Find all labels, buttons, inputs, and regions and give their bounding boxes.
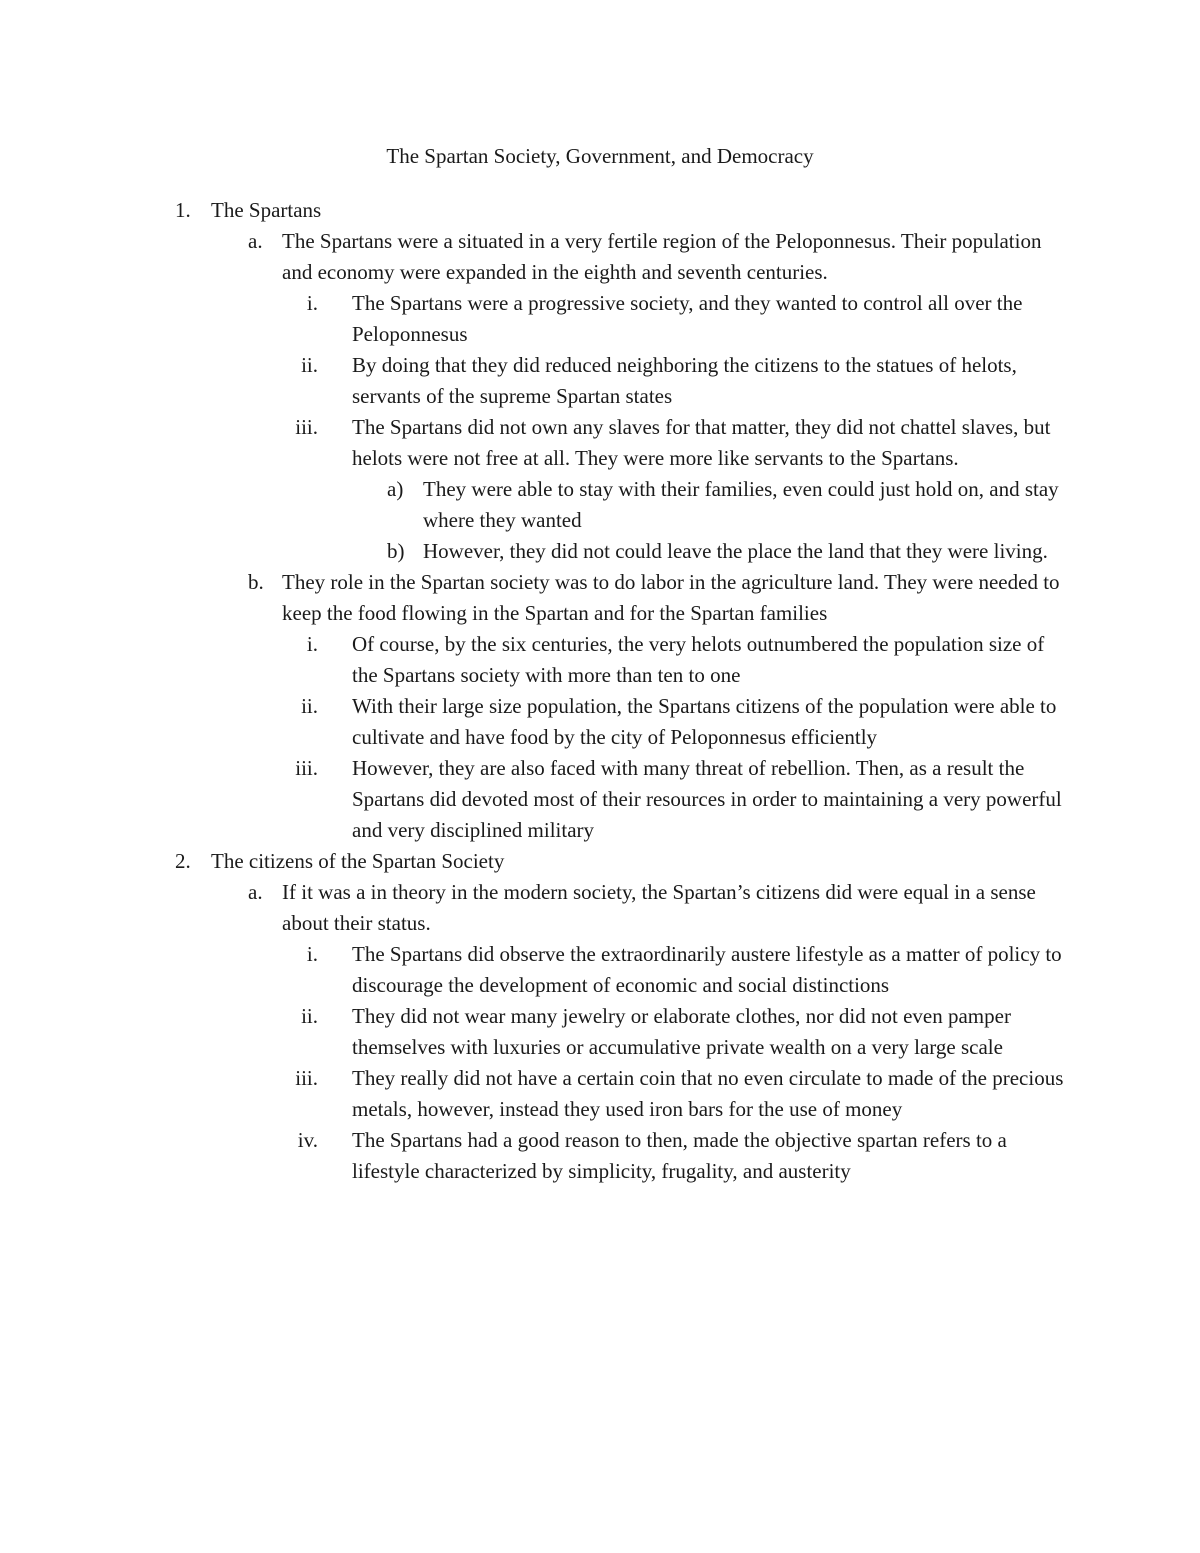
section-2a-i-marker: i. bbox=[306, 942, 318, 966]
section-2-heading: The citizens of the Spartan Society bbox=[211, 849, 505, 873]
section-1a-iii-a-marker: a) bbox=[387, 477, 404, 501]
section-2 bbox=[0, 846, 1200, 877]
section-1a-iii bbox=[0, 412, 1200, 474]
section-1b-i bbox=[0, 629, 1200, 691]
section-2a-i bbox=[0, 939, 1200, 1001]
section-1a-iii-a-text: They were able to stay with their families, even could just hold on, and stay where they wanted bbox=[423, 477, 1059, 532]
section-1b-i-text: Of course, by the six centuries, the very helots outnumbered the population size of the Spartans society with more than ten to one bbox=[352, 632, 1045, 687]
section-2a-iv-text: The Spartans had a good reason to then, made the objective spartan refers to a lifestyle characterized by simplicity, frugality, and austerity bbox=[352, 1128, 1007, 1183]
section-1b-ii-marker: ii. bbox=[301, 694, 318, 718]
section-2a-ii-text: They did not wear many jewelry or elaborate clothes, nor did not even pamper themselves with luxuries or accumulative private wealth on a very large scale bbox=[352, 1004, 1011, 1059]
section-2a-ii bbox=[0, 1001, 1200, 1063]
section-2a-text: If it was a in theory in the modern society, the Spartan’s citizens did were equal in a sense about their status. bbox=[282, 880, 1036, 935]
section-1b bbox=[0, 567, 1200, 629]
section-1b-iii-marker: iii. bbox=[295, 756, 318, 780]
section-1a-iii-marker: iii. bbox=[295, 415, 318, 439]
section-1a-ii-text: By doing that they did reduced neighboring the citizens to the statues of helots, servants of the supreme Spartan states bbox=[352, 353, 1017, 408]
section-2a-iii-marker: iii. bbox=[295, 1066, 318, 1090]
document-title: The Spartan Society, Government, and Democracy bbox=[386, 144, 814, 168]
section-1b-iii-text: However, they are also faced with many threat of rebellion. Then, as a result the Spartans did devoted most of their resources in order to maintaining a very powerful and very disciplined military bbox=[352, 756, 1062, 842]
section-2a-iv-marker: iv. bbox=[297, 1128, 318, 1152]
section-1b-iii bbox=[0, 753, 1200, 846]
section-2a-iii bbox=[0, 1063, 1200, 1125]
section-1a-iii-a bbox=[0, 474, 1200, 536]
outline-list bbox=[0, 195, 1200, 1187]
section-1a-iii-b bbox=[0, 536, 1200, 567]
section-2a-i-text: The Spartans did observe the extraordinarily austere lifestyle as a matter of policy to discourage the development of economic and social distinctions bbox=[352, 942, 1062, 997]
section-1a-text: The Spartans were a situated in a very fertile region of the Peloponnesus. Their population and economy were expanded in the eighth and seventh centuries. bbox=[282, 229, 1042, 284]
section-1b-i-marker: i. bbox=[306, 632, 318, 656]
section-2a-iii-text: They really did not have a certain coin that no even circulate to made of the precious metals, however, instead they used iron bars for the use of money bbox=[352, 1066, 1064, 1121]
section-1b-marker: b. bbox=[248, 570, 264, 594]
section-2a-marker: a. bbox=[248, 880, 263, 904]
section-1a bbox=[0, 226, 1200, 288]
section-1b-ii bbox=[0, 691, 1200, 753]
section-1a-i-marker: i. bbox=[306, 291, 318, 315]
section-1a-iii-b-marker: b) bbox=[387, 539, 405, 563]
section-2a-ii-marker: ii. bbox=[301, 1004, 318, 1028]
section-1a-ii bbox=[0, 350, 1200, 412]
section-1 bbox=[0, 195, 1200, 226]
section-1a-iii-b-text: However, they did not could leave the place the land that they were living. bbox=[423, 539, 1048, 563]
section-2a bbox=[0, 877, 1200, 939]
section-1a-i bbox=[0, 288, 1200, 350]
section-1a-ii-marker: ii. bbox=[301, 353, 318, 377]
section-1-heading: The Spartans bbox=[211, 198, 322, 222]
section-2a-iv bbox=[0, 1125, 1200, 1187]
section-2-number: 2. bbox=[175, 849, 191, 873]
section-1a-marker: a. bbox=[248, 229, 263, 253]
section-1b-ii-text: With their large size population, the Spartans citizens of the population were able to cultivate and have food by the city of Peloponnesus efficiently bbox=[352, 694, 1057, 749]
section-1a-iii-text: The Spartans did not own any slaves for that matter, they did not chattel slaves, but helots were not free at all. They were more like servants to the Spartans. bbox=[352, 415, 1051, 470]
section-1a-i-text: The Spartans were a progressive society, and they wanted to control all over the Peloponnesus bbox=[352, 291, 1023, 346]
section-1b-text: They role in the Spartan society was to do labor in the agriculture land. They were needed to keep the food flowing in the Spartan and for the Spartan families bbox=[282, 570, 1060, 625]
section-1-number: 1. bbox=[175, 198, 191, 222]
